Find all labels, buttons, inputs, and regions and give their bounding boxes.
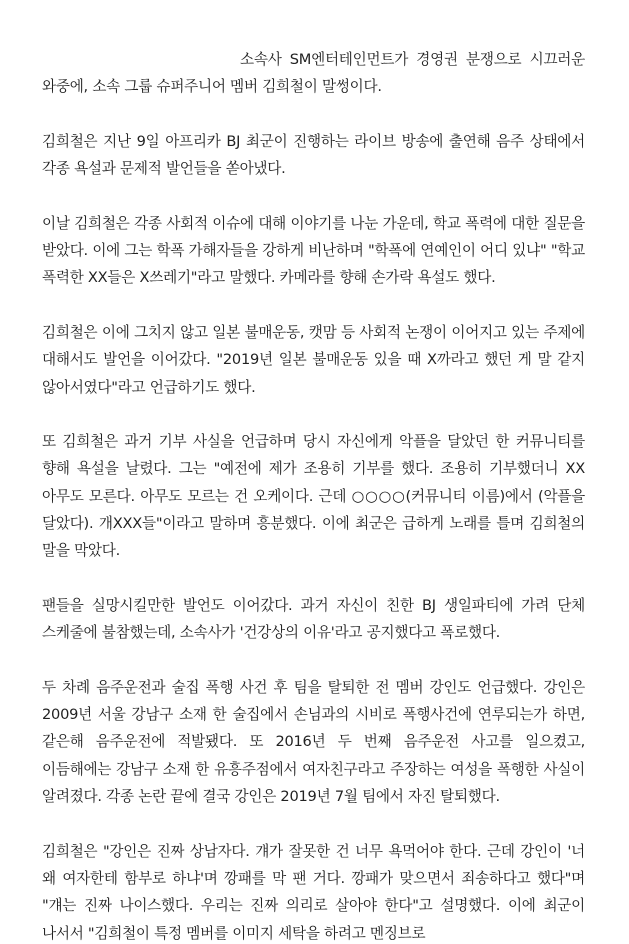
article-paragraph-school-violence: 이날 김희철은 각종 사회적 이슈에 대해 이야기를 나눈 가운데, 학교 폭력에 대한 질문을 받았다. 이에 그는 학폭 가해자들을 강하게 비난하며 "학폭에 연예인이 어디 있냐" "학교 폭력한 XX들은 X쓰레기"라고 말했다. 카메라를 향해 손가락 욕설도 했다. xyxy=(42,214,585,287)
article-paragraph-kangin: 두 차례 음주운전과 술집 폭행 사건 후 팀을 탈퇴한 전 멤버 강인도 언급했다. 강인은 2009년 서울 강남구 소재 한 술집에서 손님과의 시비로 폭행사건에 연루되는가 하면, 같은해 음주운전에 적발됐다. 또 2016년 두 번째 음주운전 사고를 일으켰고, 이듬해에는 강남구 소재 한 유흥주점에서 여자친구라고 주장하는 여성을 폭행한 사실이 알려졌다. 각종 논란 끝에 결국 강인은 2019년 7월 팀에서 자진 탈퇴했다. xyxy=(42,678,585,806)
article-paragraph-schedule: 팬들을 실망시킬만한 발언도 이어갔다. 과거 자신이 친한 BJ 생일파티에 가려 단체 스케줄에 불참했는데, 소속사가 '건강상의 이유'라고 공지했다고 폭로했다. xyxy=(42,596,585,642)
article-paragraph-donation: 또 김희철은 과거 기부 사실을 언급하며 당시 자신에게 악플을 달았던 한 커뮤니티를 향해 욕설을 날렸다. 그는 "예전에 제가 조용히 기부를 했다. 조용히 기부했더니 XX 아무도 모른다. 아무도 모르는 건 오케이다. 근데 ○○○○(커뮤니티 이름)에서 (악플을 달았다). 개XXX들"이라고 말하며 흥분했다. 이에 최군은 급하게 노래를 틀며 김희철의 말을 막았다. xyxy=(42,433,585,560)
article-paragraph-quote: 김희철은 "강인은 진짜 상남자다. 걔가 잘못한 건 너무 욕먹어야 한다. 근데 강인이 '너 왜 여자한테 함부로 하냐'며 깡패를 막 팬 거다. 깡패가 맞으면서 죄송하다고 했다"며 "걔는 진짜 나이스했다. 우리는 진짜 의리로 살아야 한다"고 설명했다. 이에 최군이 나서서 "김희철이 특정 멤버를 이미지 세탁을 하려고 멘징브로 xyxy=(42,842,585,942)
article-paragraph-boycott: 김희철은 이에 그치지 않고 일본 불매운동, 캣맘 등 사회적 논쟁이 이어지고 있는 주제에 대해서도 발언을 이어갔다. "2019년 일본 불매운동 있을 때 X까라고 했던 게 말 같지 않아서였다"라고 언급하기도 했다. xyxy=(42,323,585,396)
article-paragraph-broadcast: 김희철은 지난 9일 아프리카 BJ 최군이 진행하는 라이브 방송에 출연해 음주 상태에서 각종 욕설과 문제적 발언들을 쏟아냈다. xyxy=(42,132,585,178)
article-paragraph-intro: 소속사 SM엔터테인먼트가 경영권 분쟁으로 시끄러운 와중에, 소속 그룹 슈퍼주니어 멤버 김희철이 말썽이다. xyxy=(42,51,585,96)
